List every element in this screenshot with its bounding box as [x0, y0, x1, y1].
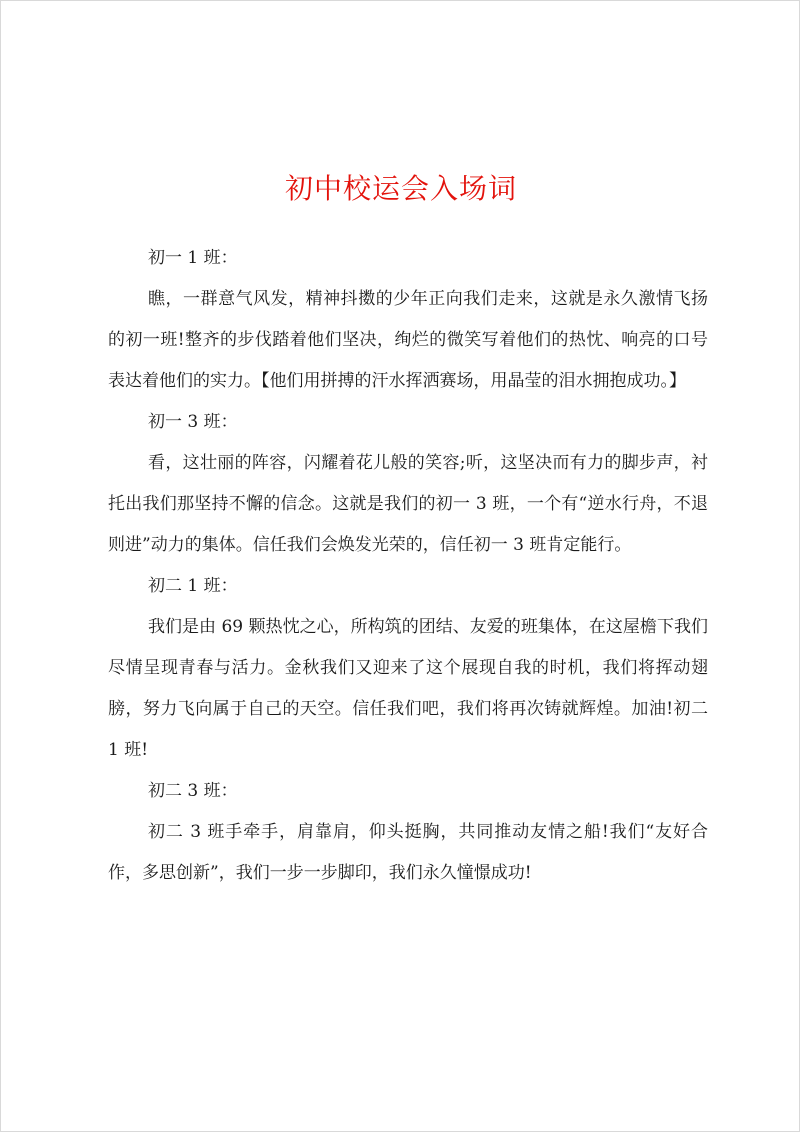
section-paragraph: 瞧，一群意气风发，精神抖擞的少年正向我们走来，这就是永久激情飞扬的初一班!整齐的步伐踏着他们坚决，绚烂的微笑写着他们的热忱、响亮的口号表达着他们的实力。【他们用拼搏的汗水挥洒赛场，用晶莹的泪水拥抱成功。】: [108, 289, 708, 391]
section-heading: 初二 1 班：: [148, 576, 238, 596]
section-heading: 初一 3 班：: [148, 412, 238, 432]
document-title: 初中校运会入场词: [284, 172, 517, 205]
section-class-1-3: [108, 402, 708, 566]
section-heading: 初二 3 班：: [148, 781, 238, 801]
section-paragraph: 看，这壮丽的阵容，闪耀着花儿般的笑容;听，这坚决而有力的脚步声，衬托出我们那坚持不懈的信念。这就是我们的初一 3 班，一个有“逆水行舟，不退则进”动力的集体。信任我们会焕发光荣的，信任初一 3 班肯定能行。: [108, 453, 708, 555]
document-body: [108, 238, 708, 894]
section-class-2-3: [108, 771, 708, 894]
section-paragraph: 我们是由 69 颗热忱之心，所构筑的团结、友爱的班集体，在这屋檐下我们尽情呈现青春与活力。金秋我们又迎来了这个展现自我的时机，我们将挥动翅膀，努力飞向属于自己的天空。信任我们吧，我们将再次铸就辉煌。加油!初二 1 班!: [108, 617, 708, 760]
section-heading: 初一 1 班：: [148, 248, 238, 268]
section-class-1-1: [108, 238, 708, 402]
section-paragraph: 初二 3 班手牵手，肩靠肩，仰头挺胸，共同推动友情之船!我们“友好合作，多思创新”，我们一步一步脚印，我们永久憧憬成功!: [108, 822, 708, 883]
section-class-2-1: [108, 566, 708, 771]
